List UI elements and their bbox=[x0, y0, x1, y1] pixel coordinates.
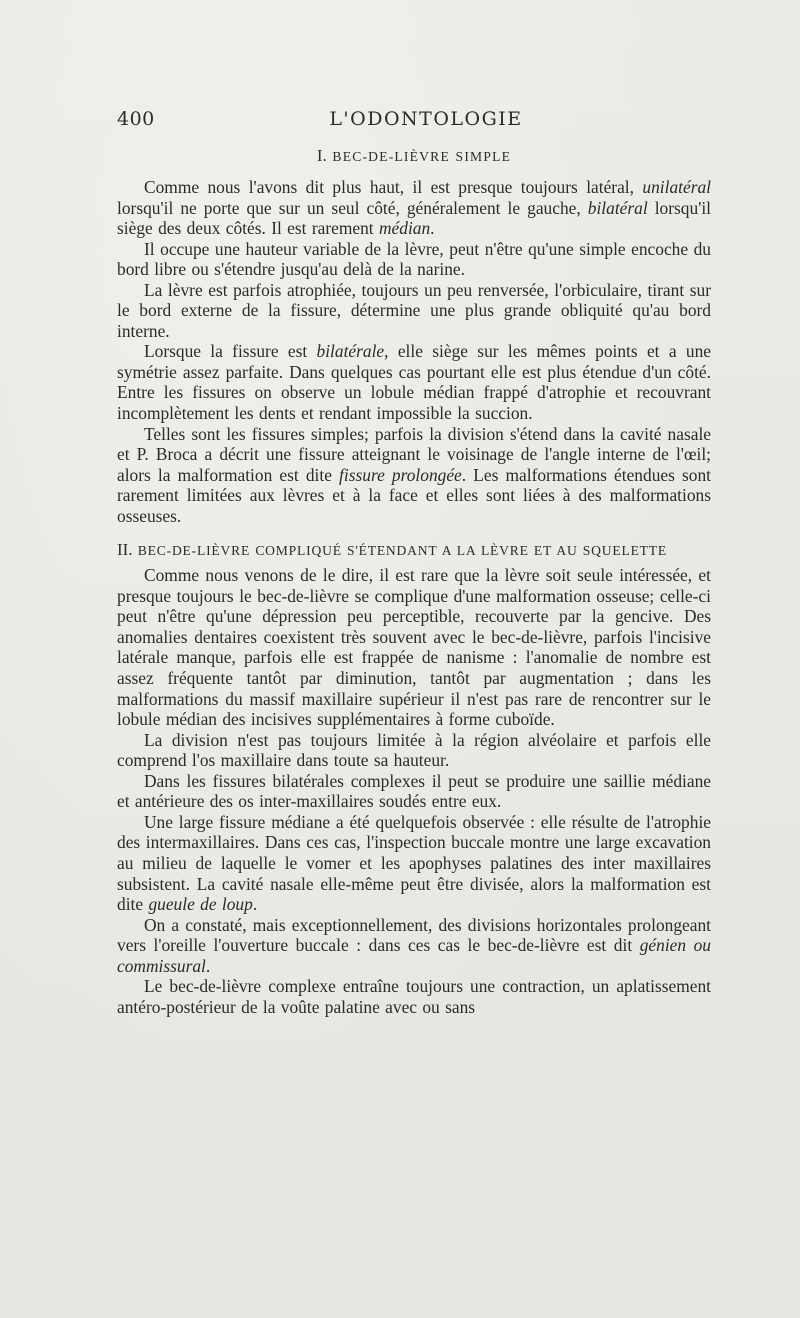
italic-term: fissure prolongée bbox=[339, 464, 462, 485]
running-title: L'ODONTOLOGIE bbox=[329, 108, 523, 130]
paragraph: La division n'est pas toujours limitée à la région alvéolaire et parfois elle comprend l'os maxillaire dans toute sa hauteur. bbox=[117, 729, 711, 771]
page-number: 400 bbox=[117, 108, 155, 130]
section-number-1: I. bbox=[316, 146, 327, 165]
section-heading-2 bbox=[117, 540, 711, 561]
italic-term: unilatéral bbox=[642, 177, 711, 197]
body-text bbox=[117, 146, 711, 1017]
page-header bbox=[117, 108, 711, 138]
paragraph: Une large fissure médiane a été quelquefois observée : elle résulte de l'atrophie des intermaxillaires. Dans ces cas, l'inspection buccale montre une large excavation au milieu de laquelle le vomer et les apophyses palatines des inter maxillaires subsistent. La cavité nasale elle-même peut être divisée, alors la malformation est dite gueule de loup. bbox=[117, 811, 711, 915]
section-number-2: II. bbox=[117, 540, 133, 560]
italic-term: gueule de loup bbox=[148, 894, 253, 915]
paragraph: La lèvre est parfois atrophiée, toujours un peu renversée, l'orbiculaire, tirant sur le bord externe de la fissure, détermine une plus grande obliquité qu'au bord interne. bbox=[117, 279, 711, 341]
italic-term: médian bbox=[378, 218, 431, 239]
paragraph: Lorsque la fissure est bilatérale, elle siège sur les mêmes points et a une symétrie assez parfaite. Dans quelques cas pourtant elle est plus étendue d'un côté. Entre les fissures on observe un lobule médian frappé d'atrophie et recouvrant incomplètement les dents et rendant impossible la succion. bbox=[117, 341, 711, 424]
paragraph: Comme nous l'avons dit plus haut, il est presque toujours latéral, unilatéral lorsqu'il ne porte que sur un seul côté, généralement le gauche, bilatéral lorsqu'il siège des deux côtés. Il est rarement médian. bbox=[117, 177, 711, 239]
paragraph: Telles sont les fissures simples; parfois la division s'étend dans la cavité nasale et P. Broca a décrit une fissure atteignant le voisinage de l'angle interne de l'œil; alors la malformation est dite fissure prolongée. Les malformations étendues sont rarement limitées aux lèvres et à la face et elles sont liées à des malformations osseuses. bbox=[117, 423, 711, 526]
paragraph: Dans les fissures bilatérales complexes il peut se produire une saillie médiane et antérieure des os inter-maxillaires soudés entre eux. bbox=[117, 770, 711, 812]
paragraph: Il occupe une hauteur variable de la lèvre, peut n'être qu'une simple encoche du bord libre ou s'étendre jusqu'au delà de la narine. bbox=[117, 238, 711, 280]
paragraph: Le bec-de-lièvre complexe entraîne toujours une contraction, un aplatissement antéro-postérieur de la voûte palatine avec ou sans bbox=[117, 976, 711, 1017]
italic-term: bilatérale bbox=[316, 341, 385, 362]
paragraph: On a constaté, mais exceptionnellement, des divisions horizontales prolongeant vers l'oreille l'ouverture buccale : dans ces cas le bec-de-lièvre est dit génien ou commissural. bbox=[117, 914, 711, 976]
paragraph: Comme nous venons de le dire, il est rare que la lèvre soit seule intéressée, et presque toujours le bec-de-lièvre se complique d'une malformation osseuse; celle-ci peut n'être qu'une dépression peu perceptible, recouverte par la gencive. Des anomalies dentaires coexistent très souvent avec le bec-de-lièvre, parfois l'incisive latérale manque, parfois elle est frappée de nanisme : l'anomalie de nombre est assez fréquente tantôt par diminution, tantôt par augmentation ; dans les malformations du massif maxillaire supérieur il n'est pas rare de rencontrer sur le lobule médian des incisives supplémentaires à forme cuboïde. bbox=[117, 565, 711, 730]
section-title-2: BEC-DE-LIÈVRE COMPLIQUÉ S'ÉTENDANT A LA LÈVRE ET AU SQUELETTE bbox=[137, 543, 667, 559]
section-title-1: BEC-DE-LIÈVRE SIMPLE bbox=[332, 149, 512, 164]
italic-term: génien ou commissural bbox=[117, 935, 711, 976]
italic-term: bilatéral bbox=[587, 197, 648, 218]
section-heading-1 bbox=[117, 146, 711, 167]
